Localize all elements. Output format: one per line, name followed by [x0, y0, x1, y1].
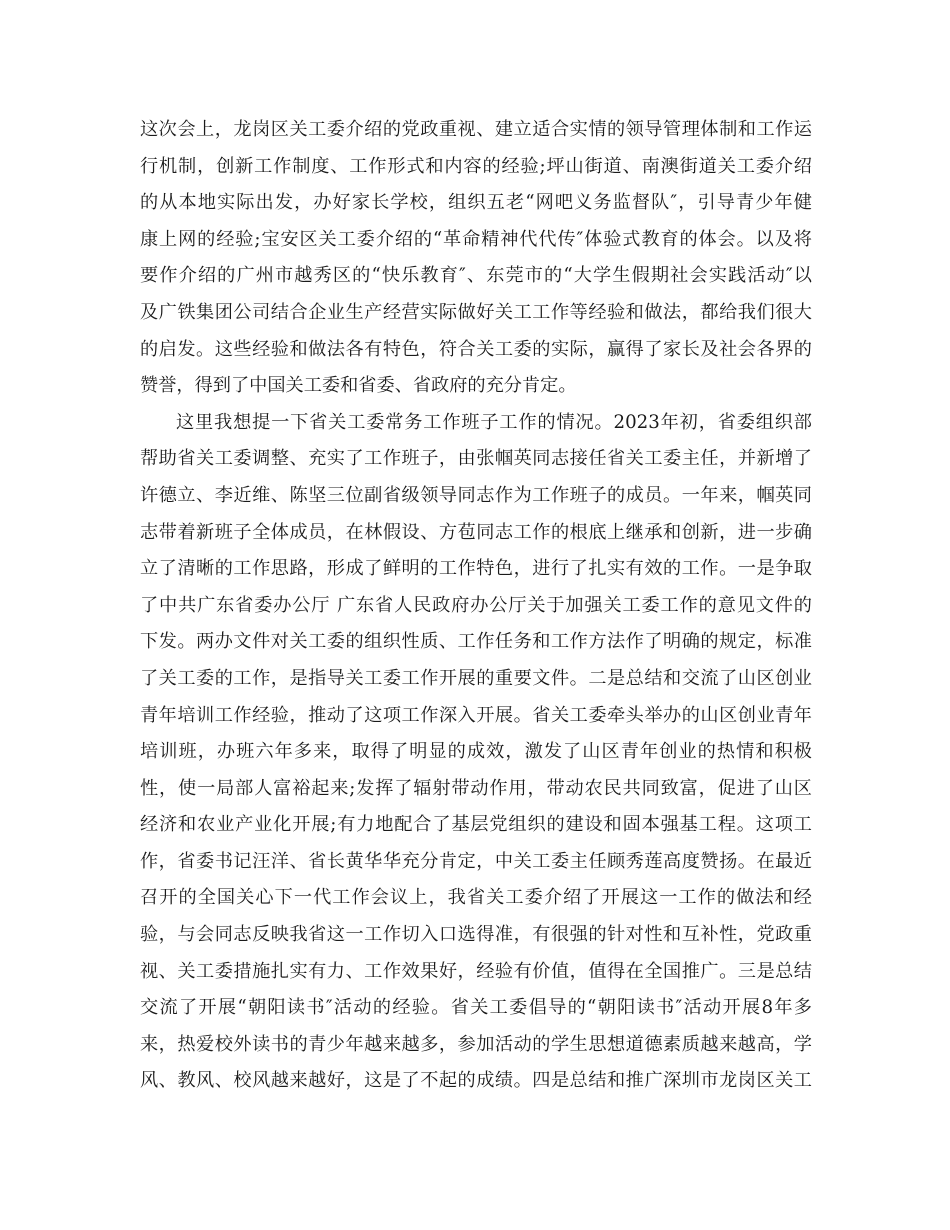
text-line: 了中共广东省委办公厅 广东省人民政府办公厅关于加强关工委工作的意见文件的 — [140, 594, 812, 616]
text-line: 这次会上，龙岗区关工委介绍的党政重视、建立适合实情的领导管理体制和工作运 — [140, 119, 812, 140]
text-line: 的启发。这些经验和做法各有特色，符合关工委的实际，赢得了家长及社会各界的 — [140, 338, 812, 360]
text-line: 了关工委的工作，是指导关工委工作开展的重要文件。二是总结和交流了山区创业 — [140, 667, 812, 689]
text-line: 验，与会同志反映我省这一工作切入口选得准，有很强的针对性和互补性，党政重 — [140, 924, 812, 946]
text-line: 交流了开展“朝阳读书″活动的经验。省关工委倡导的“朝阳读书″活动开展8年多 — [140, 997, 812, 1019]
text-line: 视、关工委措施扎实有力、工作效果好，经验有价值，值得在全国推广。三是总结 — [140, 960, 812, 982]
text-line: 要作介绍的广州市越秀区的“快乐教育″、东莞市的“大学生假期社会实践活动″以 — [140, 265, 812, 287]
text-line: 及广铁集团公司结合企业生产经营实际做好关工工作等经验和做法，都给我们很大 — [140, 301, 812, 323]
text-line: 青年培训工作经验，推动了这项工作深入开展。省关工委牵头举办的山区创业青年 — [140, 704, 812, 726]
text-line: 下发。两办文件对关工委的组织性质、工作任务和工作方法作了明确的规定，标准 — [140, 631, 812, 653]
text-line: 性，使一局部人富裕起来;发挥了辐射带动作用，带动农民共同致富，促进了山区 — [140, 777, 812, 799]
paragraph-2 — [140, 405, 812, 1100]
paragraph-1 — [140, 112, 812, 405]
text-line: 帮助省关工委调整、充实了工作班子，由张帼英同志接任省关工委主任，并新增了 — [140, 448, 812, 470]
text-line: 立了清晰的工作思路，形成了鲜明的工作特色，进行了扎实有效的工作。一是争取 — [140, 558, 812, 580]
document-body — [140, 112, 812, 1100]
text-line: 作，省委书记汪洋、省长黄华华充分肯定，中关工委主任顾秀莲高度赞扬。在最近 — [140, 850, 812, 872]
text-line: 康上网的经验;宝安区关工委介绍的“革命精神代代传″体验式教育的体会。以及将 — [140, 228, 812, 250]
text-line: 来，热爱校外读书的青少年越来越多，参加活动的学生思想道德素质越来越高，学 — [140, 1033, 812, 1055]
text-line: 赞誉，得到了中国关工委和省委、省政府的充分肯定。 — [140, 375, 577, 397]
text-line: 经济和农业产业化开展;有力地配合了基层党组织的建设和固本强基工程。这项工 — [140, 814, 812, 836]
text-line: 这里我想提一下省关工委常务工作班子工作的情况。2023年初，省委组织部 — [176, 411, 812, 433]
text-line: 召开的全国关心下一代工作会议上，我省关工委介绍了开展这一工作的做法和经 — [140, 887, 812, 909]
text-line: 行机制，创新工作制度、工作形式和内容的经验;坪山街道、南澳街道关工委介绍 — [140, 155, 812, 177]
text-line: 许德立、李近维、陈坚三位副省级领导同志作为工作班子的成员。一年来，帼英同 — [140, 484, 812, 506]
text-line: 风、教风、校风越来越好，这是了不起的成绩。四是总结和推广深圳市龙岗区关工 — [140, 1070, 812, 1092]
text-line: 的从本地实际出发，办好家长学校，组织五老“网吧义务监督队″，引导青少年健 — [140, 192, 812, 214]
text-line: 志带着新班子全体成员，在林假设、方苞同志工作的根底上继承和创新，进一步确 — [140, 521, 812, 543]
text-line: 培训班，办班六年多来，取得了明显的成效，激发了山区青年创业的热情和积极 — [140, 741, 812, 763]
